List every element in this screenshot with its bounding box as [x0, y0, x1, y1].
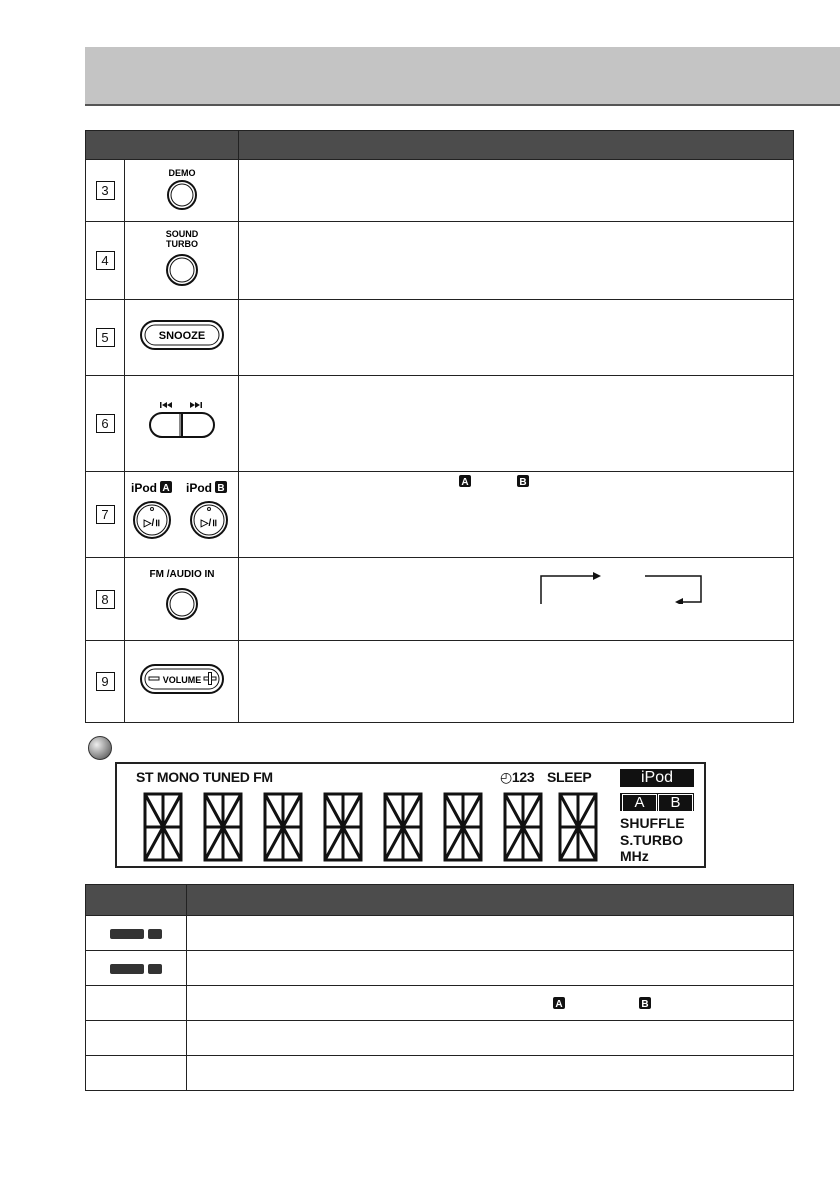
skip-buttons-icon [142, 396, 222, 446]
svg-text:SOUND: SOUND [165, 229, 198, 239]
description-cell [239, 300, 794, 376]
timer-numbers: 123 [511, 769, 535, 785]
svg-text:A: A [555, 999, 563, 1010]
indicator-square-icon [148, 929, 162, 939]
ipod-ab-badges [457, 472, 557, 492]
buttons-table [85, 130, 794, 723]
lcd-sleep-indicator: SLEEP [547, 769, 592, 785]
svg-text:VOLUME: VOLUME [162, 675, 201, 685]
minus-icon [149, 677, 159, 680]
row-number: 3 [96, 181, 115, 200]
lcd-display-panel [115, 762, 706, 868]
svg-text:iPod: iPod [130, 481, 157, 495]
description-cell [239, 376, 794, 472]
table-row [86, 1056, 794, 1091]
table-row [86, 641, 794, 723]
section-header-bar [85, 47, 840, 106]
fm-audio-in-button-icon [137, 563, 227, 631]
svg-text:▷/॥: ▷/॥ [200, 518, 217, 529]
lcd-sturbo: S.TURBO [620, 832, 683, 848]
svg-text:SNOOZE: SNOOZE [158, 330, 205, 342]
description-cell [239, 472, 794, 558]
table-header-row [86, 885, 794, 916]
lcd-shuffle: SHUFFLE [620, 815, 685, 831]
demo-label: DEMO [168, 168, 195, 178]
svg-text:iPod: iPod [185, 481, 212, 495]
svg-text:B: B [519, 477, 527, 488]
table-row [86, 300, 794, 376]
indicator-pill-icon [110, 929, 144, 939]
demo-button-icon [152, 162, 212, 214]
ab-badges [553, 995, 653, 1011]
table-row [86, 558, 794, 641]
lcd-ab-indicator [620, 793, 694, 811]
table-row [86, 1021, 794, 1056]
header-cell-description [239, 131, 794, 160]
lcd-b-label: B [658, 794, 693, 812]
svg-text:FM /AUDIO IN: FM /AUDIO IN [149, 568, 214, 580]
lcd-digit [385, 794, 421, 860]
source-cycle-arrow-diagram [537, 568, 707, 604]
table-row [86, 916, 794, 951]
description-cell [239, 222, 794, 300]
lcd-segment-digits [125, 790, 615, 866]
header-cell-button [86, 131, 239, 160]
row-number: 4 [96, 251, 115, 270]
description-cell [239, 641, 794, 723]
lcd-timer-indicator [500, 769, 534, 786]
skip-back-icon [160, 402, 172, 408]
indicator-square-icon [148, 964, 162, 974]
table-row [86, 160, 794, 222]
indicator-pill-icon [110, 964, 144, 974]
row-number: 8 [96, 590, 115, 609]
row-number: 7 [96, 505, 115, 524]
svg-text:B: B [216, 483, 225, 494]
table-row [86, 222, 794, 300]
description-cell [239, 160, 794, 222]
lcd-a-label: A [622, 794, 657, 812]
lcd-digit [205, 794, 241, 860]
skip-forward-icon [190, 402, 202, 408]
lcd-ipod-indicator: iPod [620, 769, 694, 787]
row-number: 6 [96, 414, 115, 433]
volume-rocker-icon [137, 661, 227, 697]
table-row [86, 376, 794, 472]
lcd-digit [445, 794, 481, 860]
lcd-digit [560, 794, 596, 860]
lcd-digit [265, 794, 301, 860]
ipod-play-pause-buttons-icon [127, 476, 237, 548]
svg-text:▷/॥: ▷/॥ [143, 518, 160, 529]
svg-text:TURBO: TURBO [165, 239, 198, 249]
svg-text:A: A [161, 483, 170, 494]
table-row [86, 986, 794, 1021]
svg-text:B: B [641, 999, 649, 1010]
lcd-digit [145, 794, 181, 860]
header-cell-indicator [86, 885, 187, 916]
lcd-indicators-left: ST MONO TUNED FM [136, 769, 273, 785]
header-cell-meaning [187, 885, 794, 916]
row-number: 9 [96, 672, 115, 691]
clock-icon: ◴ [500, 769, 512, 785]
row-number: 5 [96, 328, 115, 347]
section-bullet-icon [88, 736, 112, 760]
table-row [86, 951, 794, 986]
description-cell [239, 558, 794, 641]
indicators-table [85, 884, 794, 1091]
sound-turbo-button-icon [152, 224, 212, 292]
table-row [86, 472, 794, 558]
snooze-button-icon [137, 317, 227, 353]
svg-text:A: A [461, 477, 469, 488]
lcd-digit [505, 794, 541, 860]
lcd-mhz: MHz [620, 848, 649, 864]
lcd-digit [325, 794, 361, 860]
table-header-row [86, 131, 794, 160]
